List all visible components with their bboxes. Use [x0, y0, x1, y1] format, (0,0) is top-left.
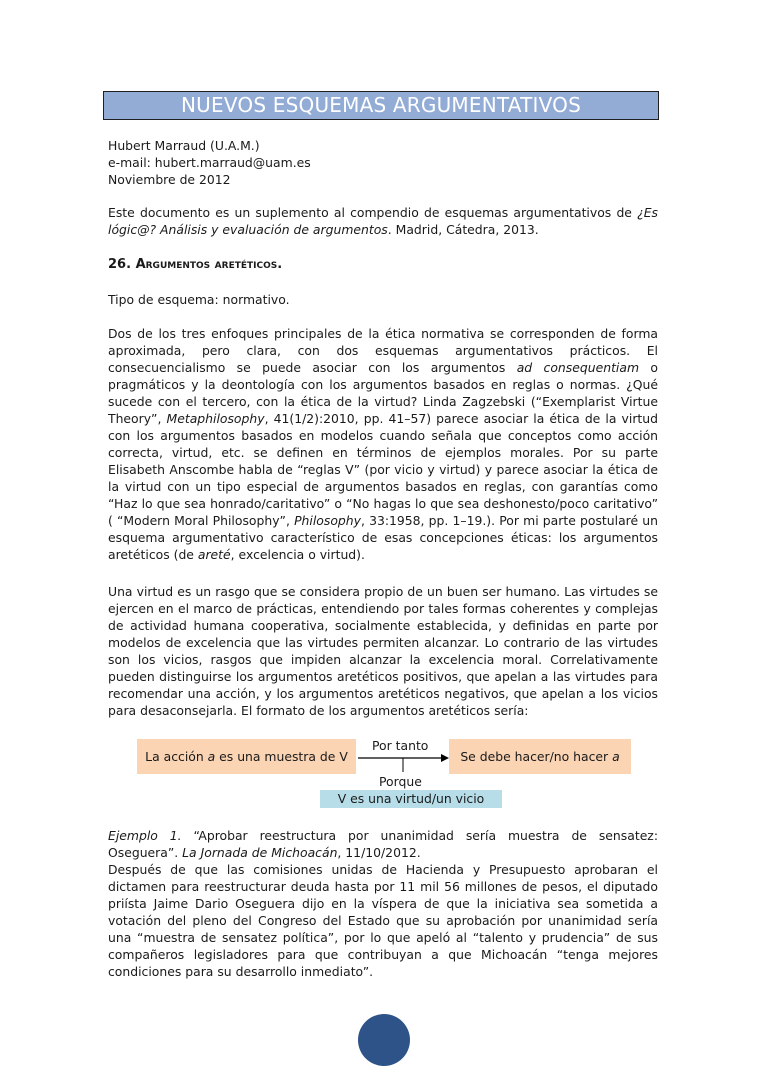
document-title: NUEVOS ESQUEMAS ARGUMENTATIVOS — [103, 91, 659, 120]
conclusion-box — [449, 739, 631, 774]
italic-term: areté — [197, 547, 231, 562]
intro-text: Este documento es un suplemento al compendio de esquemas argumentativos de — [108, 205, 638, 220]
example-text: Después de que las comisiones unidas de Hacienda y Presupuesto aprobaran el dictamen para reestructurar deuda hasta por 11 mil 56 millones de pesos, el diputado priísta Jaime Dario Oseguera dijo en la víspera de que la iniciativa sea sometida a votación del pleno del Congreso del Estado que su aprobación por unanimidad sería una “muestra de sensatez política”, por lo que apeló al “talento y prudencia” de sus compañeros legisladores para que contribuyan a que Michoacán “tenga mejores condiciones para su desarrollo inmediato”. — [108, 862, 658, 979]
author-email: e-mail: hubert.marraud@uam.es — [108, 155, 311, 170]
author-name: Hubert Marraud (U.A.M.) — [108, 138, 260, 153]
intro-publisher: . Madrid, Cátedra, 2013. — [387, 222, 539, 237]
journal-name: Philosophy — [294, 513, 361, 528]
italic-term: ad consequentiam — [516, 360, 640, 375]
section-number: 26. — [108, 257, 136, 272]
page-marker — [358, 1014, 410, 1066]
author-date: Noviembre de 2012 — [108, 172, 231, 187]
premise-variable: a — [207, 749, 216, 764]
conclusion-variable: a — [612, 749, 620, 764]
paragraph-text: , 41(1/2):2010, pp. 41–57) parece asociar la ética de la virtud con los argumentos basados en modelos cuando señala que conceptos como acción correcta, virtud, etc. se definen en términos de ejemplos morales. Por su parte Elisabeth Anscombe habla de “reglas V” (por vicio y virtud) y parece asociar la ética de la virtud con un tipo especial de argumentos basados en reglas, con garantías como “Haz lo que sea honrado/caritativo” o “No hagas lo que sea deshonesto/poco caritativo” ( “Modern Moral Philosophy”, — [108, 411, 658, 528]
paragraph-virtue: Una virtud es un rasgo que se considera propio de un buen ser humano. Las virtudes se ejercen en el marco de prácticas, entendiendo por tales formas coherentes y complejas de actividad humana cooperativa, socialmente establecida, y definidas en parte por modelos de excelencia que las virtudes permiten alcanzar. Lo contrario de las virtudes son los vicios, rasgos que impiden alcanzar la excelencia moral. Correlativamente pueden distinguirse los argumentos aretéticos positivos, que apelan a las virtudes para recomendar una acción, y los argumentos aretéticos negativos, que apelan a los vicios para desaconsejarla. El formato de los argumentos aretéticos sería: — [108, 584, 658, 718]
warrant-box: V es una virtud/un vicio — [320, 790, 502, 808]
paragraph-text: , excelencia o virtud). — [230, 547, 365, 562]
conclusion-text: Se debe hacer/no hacer — [460, 749, 613, 764]
scheme-type: Tipo de esquema: normativo. — [108, 292, 290, 307]
example-label: Ejemplo 1. — [108, 828, 182, 843]
book-title: ¿Es lógic@? Análisis y evaluación de argumentos — [108, 205, 658, 237]
example-date: , 11/10/2012. — [337, 845, 421, 860]
premise-box — [137, 739, 356, 774]
paragraph-text: o pragmáticos y la deontología con los argumentos basados en reglas o normas. ¿Qué sucede con el tercero, con la ética de la virtud? Linda Zagzebski (“Exemplarist Virtue Theory”, — [108, 360, 658, 426]
example-source: La Jornada de Michoacán — [182, 845, 338, 860]
section-title: Argumentos aretéticos. — [135, 257, 283, 272]
author-block — [108, 137, 311, 188]
premise-text: es una muestra de V — [215, 749, 348, 764]
journal-name: Metaphilosophy — [166, 411, 265, 426]
premise-text: La acción — [145, 749, 208, 764]
example-quote: “Aprobar reestructura por unanimidad sería muestra de sensatez: Oseguera”. — [108, 828, 658, 860]
paragraph-ethics — [108, 325, 658, 563]
warrant-label: Porque — [379, 774, 422, 789]
paragraph-text: Dos de los tres enfoques principales de la ética normativa se corresponden de forma aproximada, pero clara, con dos esquemas argumentativos prácticos. El consecuencialismo se puede asociar con los argumentos — [108, 326, 658, 375]
arrow-label: Por tanto — [372, 738, 429, 753]
section-heading — [108, 257, 282, 272]
example-paragraph — [108, 827, 658, 980]
intro-paragraph — [108, 204, 658, 238]
paragraph-text: , 33:1958, pp. 1–19.). Por mi parte postularé un esquema argumentativo característico de esas concepciones éticas: los argumentos aretéticos (de — [108, 513, 658, 562]
